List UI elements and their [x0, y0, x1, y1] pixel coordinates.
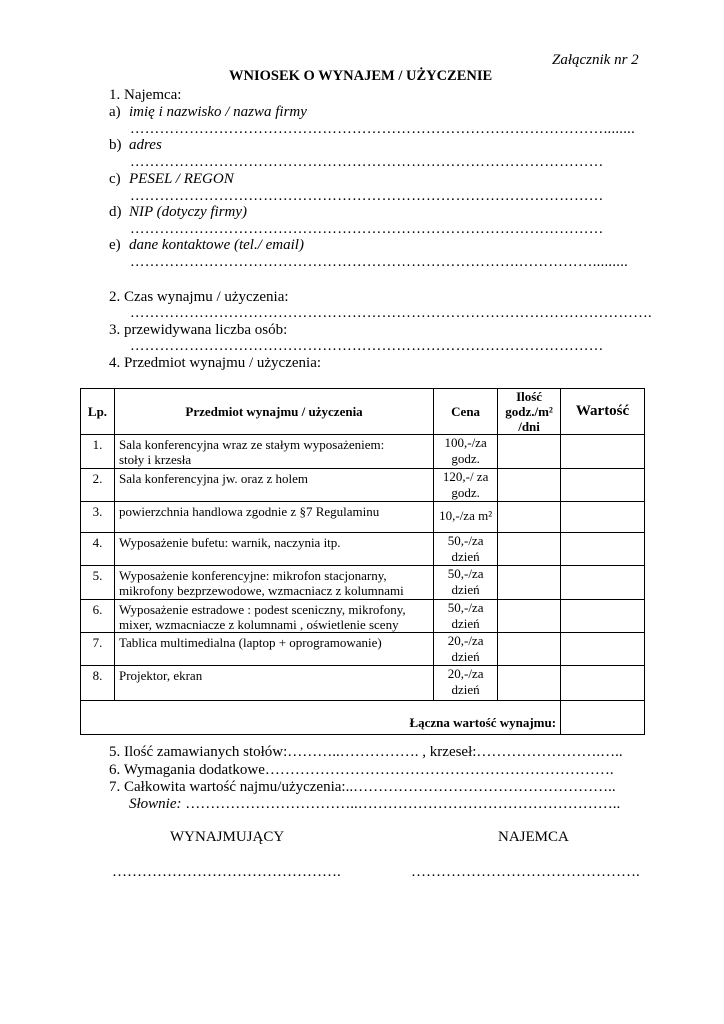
- row-item-line1: Projektor, ekran: [118, 668, 203, 683]
- field-a-letter: a): [109, 104, 121, 120]
- field-d-label: NIP (dotyczy firmy): [129, 204, 248, 220]
- row-price-line1: 20,-/za: [447, 666, 484, 681]
- row-lp: 8.: [81, 666, 115, 701]
- row-price-line2: godz.: [451, 485, 480, 500]
- section3-dots[interactable]: ……………………………………………………………………………………: [130, 338, 604, 354]
- row-item: [114, 533, 433, 566]
- row-qty-cell[interactable]: [498, 566, 561, 600]
- row-item-line1: powierzchnia handlowa zgodnie z §7 Regulaminu: [118, 504, 380, 519]
- row-item: [114, 469, 433, 502]
- row-value-cell[interactable]: [561, 633, 645, 666]
- row-item: [114, 666, 433, 701]
- row-value-cell[interactable]: [561, 600, 645, 633]
- row-item: [114, 566, 433, 600]
- row-price-line2: dzień: [451, 682, 480, 697]
- row-item-line1: Wyposażenie konferencyjne: mikrofon stacjonarny,: [118, 568, 387, 583]
- field-c-letter: c): [109, 171, 121, 187]
- row-price-line2: dzień: [451, 649, 480, 664]
- total-label: Łączna wartość wynajmu:: [81, 701, 561, 735]
- row-value-cell[interactable]: [561, 533, 645, 566]
- row-value-cell[interactable]: [561, 502, 645, 533]
- field-a-label: imię i nazwisko / nazwa firmy: [129, 104, 307, 120]
- row-qty-cell[interactable]: [498, 469, 561, 502]
- row-item: [114, 600, 433, 633]
- table-row: [81, 633, 645, 666]
- row-price: [434, 633, 498, 666]
- row-item: [114, 502, 433, 533]
- header-item: Przedmiot wynajmu / użyczenia: [114, 389, 433, 435]
- total-value-cell[interactable]: [561, 701, 645, 735]
- row-lp: 3.: [81, 502, 115, 533]
- section4-title: 4. Przedmiot wynajmu / użyczenia:: [109, 355, 322, 371]
- row-lp: 4.: [81, 533, 115, 566]
- row-price: [434, 469, 498, 502]
- section1-title: 1. Najemca:: [109, 87, 182, 103]
- row-qty-cell[interactable]: [498, 435, 561, 469]
- section5-line[interactable]: 5. Ilość zamawianych stołów:………..……………. , krzeseł:…………………….…..: [109, 744, 623, 760]
- field-e-dots[interactable]: …………………………………………………………………….…………….........: [130, 254, 629, 270]
- table-row: [81, 533, 645, 566]
- row-price: [434, 502, 498, 533]
- table-header-row: [81, 389, 645, 435]
- lessee-signature-line[interactable]: ……………………………………….: [411, 864, 640, 880]
- row-price-line1: 50,-/za: [447, 533, 484, 548]
- row-price-line2: 10,-/za m²: [439, 508, 493, 523]
- header-qty-line2: godz./m²: [505, 404, 553, 419]
- row-lp: 5.: [81, 566, 115, 600]
- row-item: [114, 633, 433, 666]
- row-qty-cell[interactable]: [498, 533, 561, 566]
- table-row: [81, 469, 645, 502]
- header-value: Wartość: [561, 389, 645, 435]
- row-price-line1: 50,-/za: [447, 566, 484, 581]
- section2-title: 2. Czas wynajmu / użyczenia:: [109, 289, 289, 305]
- table-row: [81, 600, 645, 633]
- row-lp: 7.: [81, 633, 115, 666]
- attachment-label: Załącznik nr 2: [552, 52, 639, 68]
- row-item-line2: mixer, wzmacniacze z kolumnami , oświetlenie sceny: [118, 617, 399, 632]
- row-price: [434, 666, 498, 701]
- table-row: [81, 435, 645, 469]
- row-price: [434, 600, 498, 633]
- row-qty-cell[interactable]: [498, 502, 561, 533]
- table-row: [81, 666, 645, 701]
- section7-line[interactable]: 7. Całkowita wartość najmu/użyczenia:..……………………………………………..: [109, 779, 616, 795]
- row-lp: 1.: [81, 435, 115, 469]
- row-price-line1: 100,-/za: [444, 435, 487, 450]
- field-e-label: dane kontaktowe (tel./ email): [129, 237, 304, 253]
- row-lp: 2.: [81, 469, 115, 502]
- field-b-letter: b): [109, 137, 122, 153]
- lessor-label: WYNAJMUJĄCY: [170, 829, 285, 845]
- row-price-line2: dzień: [451, 582, 480, 597]
- field-d-dots[interactable]: ……………………………………………………………………………………: [130, 221, 604, 237]
- document-title: WNIOSEK O WYNAJEM / UŻYCZENIE: [229, 68, 493, 84]
- row-qty-cell[interactable]: [498, 633, 561, 666]
- words-label: Słownie:: [129, 796, 182, 812]
- section3-title: 3. przewidywana liczba osób:: [109, 322, 288, 338]
- table-total-row: [81, 701, 645, 735]
- words-dots: ……………………………..……………………………………………..: [181, 796, 621, 812]
- section7-words-line[interactable]: [129, 796, 620, 813]
- header-qty-line3: /dni: [518, 419, 540, 434]
- row-price: [434, 435, 498, 469]
- row-item-line1: Wyposażenie bufetu: warnik, naczynia itp.: [118, 535, 341, 550]
- row-price: [434, 566, 498, 600]
- row-price-line2: godz.: [451, 451, 480, 466]
- header-price: Cena: [434, 389, 498, 435]
- field-c-dots[interactable]: ……………………………………………………………………………………: [130, 188, 604, 204]
- table-row: [81, 502, 645, 533]
- rental-items-table: [80, 388, 645, 735]
- header-lp: Lp.: [81, 389, 115, 435]
- section2-dots[interactable]: …………………………………………………………………………………………….: [130, 305, 652, 321]
- row-price-line2: dzień: [451, 549, 480, 564]
- field-b-label: adres: [129, 137, 162, 153]
- header-qty: [498, 389, 561, 435]
- row-item-line1: Sala konferencyjna wraz ze stałym wyposażeniem:: [118, 437, 385, 452]
- row-item-line1: Sala konferencyjna jw. oraz z holem: [118, 471, 308, 486]
- row-value-cell[interactable]: [561, 666, 645, 701]
- row-qty-cell[interactable]: [498, 600, 561, 633]
- field-a-dots[interactable]: ……………………………………………………………………………………........: [130, 121, 635, 137]
- row-price-line1: 120,-/ za: [442, 469, 489, 484]
- table-row: [81, 566, 645, 600]
- row-item-line2: stoły i krzesła: [118, 452, 192, 467]
- field-c-label: PESEL / REGON: [129, 171, 234, 187]
- section6-line[interactable]: 6. Wymagania dodatkowe…………………………………………………………….: [109, 762, 614, 778]
- field-e-letter: e): [109, 237, 121, 253]
- row-item-line2: mikrofony bezprzewodowe, wzmacniacz z kolumnami: [118, 583, 404, 598]
- row-value-cell[interactable]: [561, 566, 645, 600]
- row-lp: 6.: [81, 600, 115, 633]
- field-b-dots[interactable]: ……………………………………………………………………………………: [130, 154, 604, 170]
- row-item-line1: Wyposażenie estradowe : podest sceniczny, mikrofony,: [118, 602, 406, 617]
- field-d-letter: d): [109, 204, 122, 220]
- row-item-line1: Tablica multimedialna (laptop + oprogramowanie): [118, 635, 382, 650]
- row-value-cell[interactable]: [561, 435, 645, 469]
- row-price-line1: 50,-/za: [447, 600, 484, 615]
- header-qty-line1: Ilość: [516, 389, 543, 404]
- row-price-line2: dzień: [451, 616, 480, 631]
- row-qty-cell[interactable]: [498, 666, 561, 701]
- row-price-line1: 20,-/za: [447, 633, 484, 648]
- lessor-signature-line[interactable]: ……………………………………….: [112, 864, 341, 880]
- row-item: [114, 435, 433, 469]
- lessee-label: NAJEMCA: [498, 829, 569, 845]
- row-price: [434, 533, 498, 566]
- row-value-cell[interactable]: [561, 469, 645, 502]
